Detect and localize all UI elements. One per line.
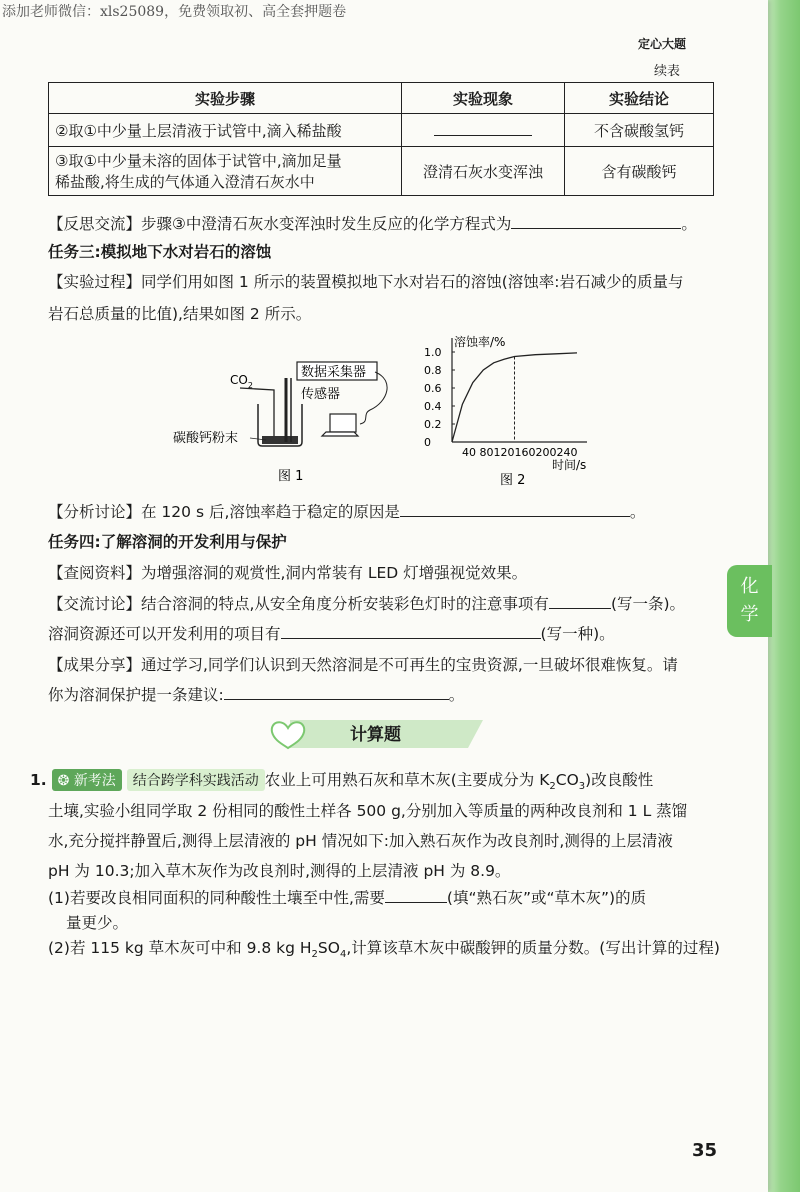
q1-text: ,计算该草木灰中碳酸钾的质量分数。(写出计算的过程) — [346, 939, 720, 957]
answer-blank[interactable] — [400, 502, 630, 517]
y-tick-label: 1.0 — [424, 346, 442, 359]
table-header: 实验步骤 — [49, 83, 402, 114]
punctuation: 。 — [448, 686, 465, 704]
table-header: 实验结论 — [565, 83, 714, 114]
q1-text: (2)若 115 kg 草木灰可中和 9.8 kg H — [48, 939, 312, 957]
table-row — [49, 147, 714, 196]
answer-blank[interactable] — [511, 214, 681, 229]
q1-text: (填“熟石灰”或“草木灰”)的质 — [446, 889, 647, 907]
q1-text: CO — [555, 771, 579, 789]
watermark: 添加老师微信：xls25089，免费领取初、高全套押题卷 — [2, 4, 347, 20]
hint-text: (写一种)。 — [540, 625, 615, 643]
answer-blank[interactable] — [385, 888, 447, 903]
page-number: 35 — [692, 1140, 718, 1161]
figure-1-caption: 图 1 — [278, 469, 304, 482]
y-tick-label: 0 — [424, 436, 431, 449]
laptop-screen — [330, 414, 356, 432]
table-row — [49, 114, 714, 147]
x-axis-label: 时间/s — [552, 458, 587, 472]
share-text: 你为溶洞保护提一条建议: — [48, 686, 224, 704]
y-tick-label: 0.4 — [424, 400, 442, 413]
table-cell-phenomenon: 澄清石灰水变浑浊 — [402, 147, 565, 196]
reflection-text: 【反思交流】步骤③中澄清石灰水变浑浊时发生反应的化学方程式为 — [48, 215, 512, 233]
question-number: 1. — [30, 771, 47, 789]
q1-part1-line: 量更少。 — [66, 914, 129, 932]
data-collector-label: 数据采集器 — [301, 365, 367, 380]
tab-char: 学 — [740, 604, 759, 625]
figure-1-apparatus — [170, 352, 430, 482]
consult-line: 【查阅资料】为增强溶洞的观赏性,洞内常装有 LED 灯增强视觉效果。 — [48, 564, 528, 582]
table-cell-step: ②取①中少量上层清液于试管中,滴入稀盐酸 — [49, 114, 402, 147]
task4-title: 任务四:了解溶洞的开发利用与保护 — [48, 533, 287, 551]
analysis-line — [48, 500, 645, 522]
page-edge — [768, 0, 800, 1192]
q1-text: 农业上可用熟石灰和草木灰(主要成分为 K — [264, 771, 550, 789]
table-cell-conclusion: 不含碳酸氢钙 — [565, 114, 714, 147]
task3-title: 任务三:模拟地下水对岩石的溶蚀 — [48, 243, 272, 261]
lightbulb-icon: ❂ — [57, 773, 70, 789]
figure-2-caption: 图 2 — [500, 473, 526, 488]
table-cell-step — [49, 147, 402, 196]
sensor-label: 传感器 — [301, 387, 341, 402]
table-continued-label: 续表 — [653, 64, 680, 79]
discuss-line — [48, 622, 615, 644]
section-header: 定心大题 — [637, 37, 686, 51]
q1-line: pH 为 10.3;加入草木灰作为改良剂时,测得的上层清液 pH 为 8.9。 — [48, 862, 511, 880]
analysis-text: 【分析讨论】在 120 s 后,溶蚀率趋于稳定的原因是 — [48, 503, 400, 521]
cross-discipline-badge: 结合跨学科实践活动 — [127, 769, 265, 791]
q1-line: 土壤,实验小组同学取 2 份相同的酸性土样各 500 g,分别加入等质量的两种改良剂和 1 L 蒸馏 — [48, 802, 688, 820]
gas-tube — [240, 388, 274, 440]
share-line: 【成果分享】通过学习,同学们认识到天然溶洞是不可再生的宝贵资源,一旦破坏很难恢复。请 — [48, 656, 678, 674]
powder-label: 碳酸钙粉末 — [173, 431, 239, 446]
reflection-line: 【反思交流】步骤③中澄清石灰水变浑浊时发生反应的化学方程式为 。 — [48, 215, 697, 233]
answer-blank[interactable] — [549, 594, 611, 609]
answer-blank[interactable] — [224, 685, 449, 700]
share-line — [48, 683, 464, 705]
table-cell-conclusion: 含有碳酸钙 — [565, 147, 714, 196]
q1-line: 1. ❂ 新考法 结合跨学科实践活动 农业上可用熟石灰和草木灰(主要成分为 $K_2CO_3$)改良酸性 — [30, 771, 654, 793]
q1-line: 水,充分搅拌静置后,测得上层清液的 pH 情况如下:加入熟石灰作为改良剂时,测得的上层清液 — [48, 832, 673, 850]
q1-part2-line: (2)若 115 kg 草木灰可中和 9.8 kg $H_2SO_4$,计算该草木灰中碳酸钾的质量分数。(写出计算的过程) — [48, 939, 720, 961]
q1-text: SO — [317, 939, 340, 957]
table-header-row — [49, 83, 714, 114]
discuss-line — [48, 592, 685, 614]
answer-blank[interactable] — [281, 624, 541, 639]
calculation-section-banner — [268, 716, 483, 752]
y-axis-label: 溶蚀率/% — [454, 335, 506, 349]
calcium-carbonate-powder — [262, 436, 298, 444]
hint-text: (写一条)。 — [610, 595, 686, 613]
laptop-base — [322, 432, 358, 436]
new-method-badge — [52, 769, 122, 791]
answer-blank[interactable] — [434, 121, 532, 136]
figure-2-chart — [422, 328, 622, 498]
experiment-table — [48, 82, 714, 196]
tab-char: 化 — [740, 576, 759, 597]
step-line: 稀盐酸,将生成的气体通入澄清石灰水中 — [55, 173, 315, 191]
discuss-text: 溶洞资源还可以开发利用的项目有 — [48, 625, 281, 643]
table-cell-phenomenon — [402, 114, 565, 147]
badge-text: 新考法 — [73, 773, 116, 789]
subject-tab-chemistry[interactable] — [727, 565, 772, 637]
q1-part1-line — [48, 886, 646, 908]
task3-process-line: 岩石总质量的比值),结果如图 2 所示。 — [48, 305, 312, 323]
x-tick-labels: 40 80120160200240 — [462, 446, 578, 459]
punctuation: 。 — [629, 503, 646, 521]
discuss-text: 【交流讨论】结合溶洞的特点,从安全角度分析安装彩色灯时的注意事项有 — [48, 595, 549, 613]
y-tick-label: 0.8 — [424, 364, 442, 377]
y-tick-label: 0.6 — [424, 382, 442, 395]
step-line: ③取①中少量未溶的固体于试管中,滴加足量 — [55, 152, 342, 170]
calc-title: 计算题 — [350, 725, 401, 745]
q1-text: (1)若要改良相同面积的同种酸性土壤至中性,需要 — [48, 889, 385, 907]
co2-label: $CO_2$ — [230, 373, 253, 390]
q1-text: )改良酸性 — [585, 771, 654, 789]
table-header: 实验现象 — [402, 83, 565, 114]
y-tick-label: 0.2 — [424, 418, 442, 431]
task3-process-line: 【实验过程】同学们用如图 1 所示的装置模拟地下水对岩石的溶蚀(溶蚀率:岩石减少的质量与 — [48, 273, 684, 291]
